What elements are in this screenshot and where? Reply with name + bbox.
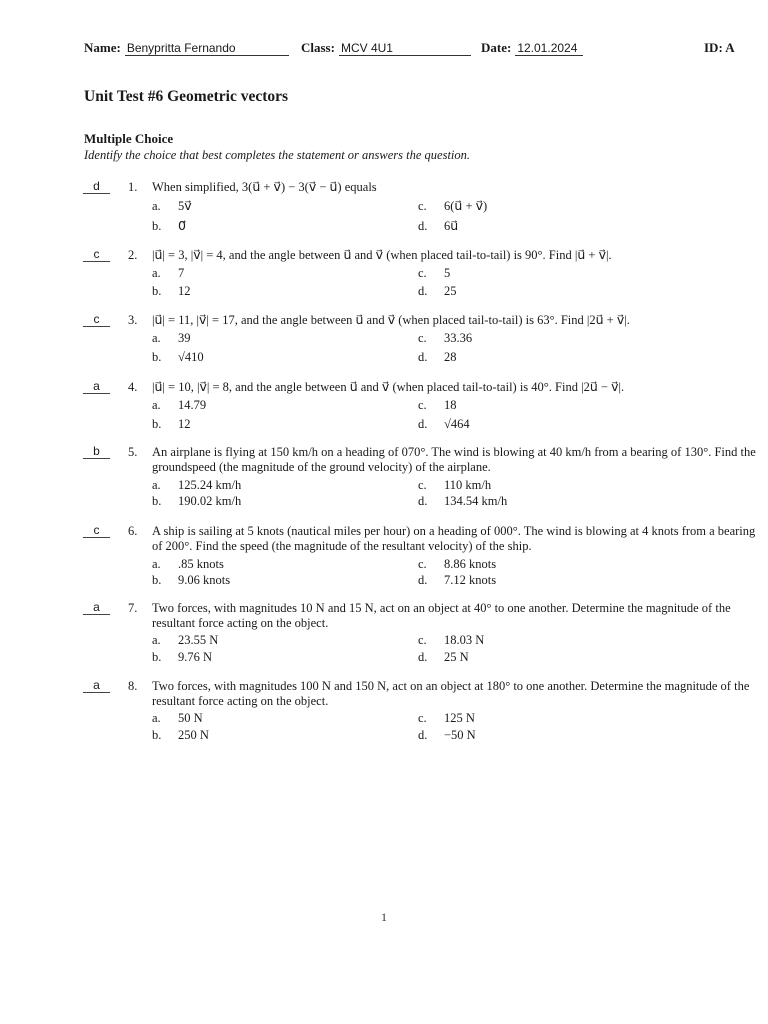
- page-number: 1: [381, 910, 387, 924]
- name-field: [84, 40, 289, 56]
- option-letter: b.: [152, 650, 162, 664]
- option-a: [152, 266, 184, 281]
- option-letter: a.: [152, 331, 161, 345]
- question-number: 5.: [128, 445, 138, 459]
- date-field: [481, 40, 583, 56]
- option-letter: b.: [152, 573, 162, 587]
- option-a: [152, 331, 191, 346]
- option-text: 23.55 N: [178, 633, 219, 647]
- option-b: [152, 650, 212, 665]
- option-text: 28: [444, 350, 457, 364]
- option-d: [418, 350, 457, 365]
- option-text: 125 N: [444, 711, 475, 725]
- name-value[interactable]: Benypritta Fernando: [125, 41, 289, 56]
- option-c: [418, 633, 484, 648]
- answer-blank[interactable]: a: [83, 601, 110, 615]
- option-b: [152, 417, 191, 432]
- option-text: 18: [444, 398, 457, 412]
- option-text: 110 km/h: [444, 478, 492, 492]
- question-stem: An airplane is flying at 150 km/h on a heading of 070°. The wind is blowing at 40 km/h from a bearing of 130°. Find the groundspeed (the magnitude of the ground velocity) of the airplane.: [152, 445, 756, 474]
- option-letter: d.: [418, 728, 428, 742]
- option-letter: d.: [418, 417, 428, 431]
- option-d: [418, 573, 496, 588]
- option-letter: c.: [418, 331, 427, 345]
- option-letter: d.: [418, 650, 428, 664]
- option-a: [152, 199, 192, 214]
- question-stem: |u⃗| = 3, |v⃗| = 4, and the angle between u⃗ and v⃗ (when placed tail-to-tail) is 90°. Find |u⃗ + v⃗|.: [152, 248, 612, 262]
- option-b: [152, 494, 241, 509]
- option-letter: c.: [418, 557, 427, 571]
- question-stem: When simplified, 3(u⃗ + v⃗) − 3(v⃗ − u⃗) equals: [152, 180, 377, 194]
- answer-blank[interactable]: a: [83, 679, 110, 693]
- answer-blank[interactable]: c: [83, 524, 110, 538]
- option-letter: b.: [152, 350, 162, 364]
- option-c: [418, 711, 475, 726]
- option-b: [152, 728, 209, 743]
- option-text: 125.24 km/h: [178, 478, 242, 492]
- answer-blank[interactable]: a: [83, 380, 110, 394]
- question-number: 2.: [128, 248, 138, 262]
- question-number: 3.: [128, 313, 138, 327]
- class-field: [301, 40, 471, 56]
- option-letter: b.: [152, 728, 162, 742]
- option-letter: d.: [418, 350, 428, 364]
- option-letter: c.: [418, 199, 427, 213]
- option-letter: d.: [418, 494, 428, 508]
- answer-blank[interactable]: b: [83, 445, 110, 459]
- option-letter: a.: [152, 478, 161, 492]
- option-letter: a.: [152, 398, 161, 412]
- option-letter: b.: [152, 219, 162, 233]
- option-text: 6(u⃗ + v⃗): [444, 199, 488, 213]
- option-d: [418, 650, 469, 665]
- option-c: [418, 266, 450, 281]
- date-label: Date:: [481, 40, 512, 55]
- option-a: [152, 398, 206, 413]
- option-b: [152, 350, 204, 365]
- class-label: Class:: [301, 40, 335, 55]
- option-c: [418, 398, 457, 413]
- option-text: √410: [178, 350, 204, 364]
- option-text: 14.79: [178, 398, 207, 412]
- instructions: Identify the choice that best completes the statement or answers the question.: [84, 148, 471, 162]
- option-text: 12: [178, 284, 191, 298]
- option-text: 18.03 N: [444, 633, 485, 647]
- option-letter: a.: [152, 557, 161, 571]
- option-letter: b.: [152, 417, 162, 431]
- page-title: Unit Test #6 Geometric vectors: [84, 88, 289, 105]
- question-number: 4.: [128, 380, 138, 394]
- option-text: 39: [178, 331, 191, 345]
- class-value[interactable]: MCV 4U1: [339, 41, 471, 56]
- option-d: [418, 494, 507, 509]
- option-letter: c.: [418, 633, 427, 647]
- option-d: [418, 284, 457, 299]
- question-stem: A ship is sailing at 5 knots (nautical miles per hour) on a heading of 000°. The wind is blowing at 4 knots from a bearing of 200°. Find the speed (the magnitude of the resultant velocity) of the ship.: [152, 524, 756, 553]
- question-stem: |u⃗| = 10, |v⃗| = 8, and the angle between u⃗ and v⃗ (when placed tail-to-tail) is 40°. Find |2u⃗ − v⃗|.: [152, 380, 625, 394]
- question-stem: Two forces, with magnitudes 10 N and 15 N, act on an object at 40° to one another. Determine the magnitude of the resultant force acting on the object.: [152, 601, 731, 630]
- option-letter: b.: [152, 284, 162, 298]
- option-text: 5v⃗: [178, 199, 192, 213]
- option-c: [418, 478, 491, 493]
- option-text: .85 knots: [178, 557, 224, 571]
- question-number: 8.: [128, 679, 138, 693]
- option-letter: c.: [418, 711, 427, 725]
- id-label: ID: A: [704, 40, 735, 55]
- header: [84, 40, 744, 60]
- option-letter: c.: [418, 478, 427, 492]
- option-letter: a.: [152, 633, 161, 647]
- question-number: 1.: [128, 180, 138, 194]
- option-text: 9.06 knots: [178, 573, 231, 587]
- option-text: 134.54 km/h: [444, 494, 508, 508]
- option-letter: a.: [152, 199, 161, 213]
- option-c: [418, 331, 472, 346]
- option-a: [152, 711, 203, 726]
- option-letter: a.: [152, 266, 161, 280]
- option-text: 33.36: [444, 331, 473, 345]
- section-heading: Multiple Choice: [84, 131, 174, 146]
- name-label: Name:: [84, 40, 121, 55]
- option-a: [152, 557, 224, 572]
- option-text: 250 N: [178, 728, 209, 742]
- option-letter: c.: [418, 398, 427, 412]
- option-c: [418, 557, 496, 572]
- option-text: 50 N: [178, 711, 203, 725]
- answer-blank[interactable]: d: [83, 180, 110, 194]
- option-d: [418, 417, 470, 432]
- option-text: √464: [444, 417, 470, 431]
- question-number: 6.: [128, 524, 138, 538]
- question-stem: Two forces, with magnitudes 100 N and 150 N, act on an object at 180° to one another. Determine the magnitude of the resultant force acting on the object.: [152, 679, 750, 708]
- option-d: [418, 728, 476, 743]
- answer-blank[interactable]: c: [83, 313, 110, 327]
- option-text: 7.12 knots: [444, 573, 497, 587]
- option-text: 12: [178, 417, 191, 431]
- option-letter: b.: [152, 494, 162, 508]
- option-b: [152, 573, 230, 588]
- option-letter: c.: [418, 266, 427, 280]
- option-text: 6u⃗: [444, 219, 459, 233]
- option-a: [152, 478, 241, 493]
- option-letter: d.: [418, 573, 428, 587]
- option-letter: d.: [418, 219, 428, 233]
- option-letter: a.: [152, 711, 161, 725]
- option-text: 9.76 N: [178, 650, 213, 664]
- option-text: 0⃗: [178, 219, 186, 233]
- option-text: −50 N: [444, 728, 476, 742]
- option-b: [152, 219, 186, 234]
- question-stem: |u⃗| = 11, |v⃗| = 17, and the angle between u⃗ and v⃗ (when placed tail-to-tail) is 63°. Find |2u⃗ + v⃗|.: [152, 313, 630, 327]
- option-b: [152, 284, 191, 299]
- option-d: [418, 219, 458, 234]
- option-text: 25 N: [444, 650, 469, 664]
- option-text: 190.02 km/h: [178, 494, 242, 508]
- date-value[interactable]: 12.01.2024: [515, 41, 583, 56]
- option-text: 8.86 knots: [444, 557, 497, 571]
- option-text: 5: [444, 266, 451, 280]
- answer-blank[interactable]: c: [83, 248, 110, 262]
- option-text: 7: [178, 266, 185, 280]
- option-a: [152, 633, 218, 648]
- option-c: [418, 199, 487, 214]
- option-text: 25: [444, 284, 457, 298]
- question-number: 7.: [128, 601, 138, 615]
- option-letter: d.: [418, 284, 428, 298]
